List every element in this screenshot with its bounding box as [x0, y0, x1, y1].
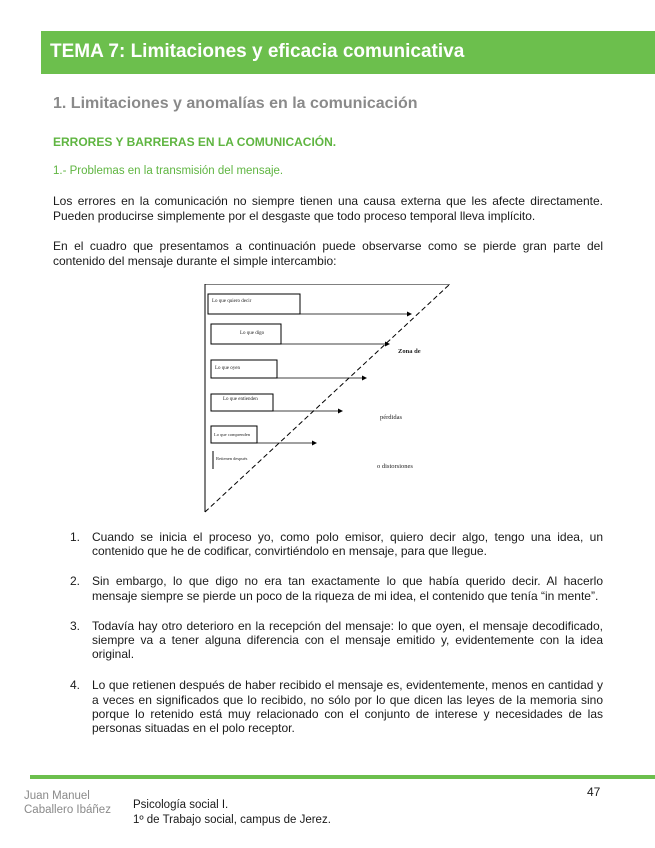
paragraph-1: Los errores en la comunicación no siempre tienen una causa externa que les afecte directamente. Pueden producirse simplemente por el desgaste que todo proceso temporal lleva implícito.: [53, 194, 603, 223]
list-item-number: 4.: [70, 678, 81, 693]
zone-label: pérdidas: [380, 414, 403, 421]
diagram-row-6: [213, 451, 248, 469]
list-item-number: 1.: [70, 530, 81, 544]
list-item-number: 2.: [70, 574, 81, 589]
diagram-box-label: Lo que digo: [240, 331, 265, 336]
zone-label: Zona de: [398, 348, 421, 355]
zone-label: o distorsiones: [377, 463, 413, 470]
footer-course: [133, 798, 331, 828]
footer-author: Juan Manuel Caballero Ibáñez: [24, 790, 111, 816]
footer-course-line: Psicología social I.: [133, 799, 229, 811]
diagram-row-5: [211, 426, 317, 446]
diagram-box-label: Lo que oyen: [215, 366, 240, 371]
diagram-row-1: [208, 294, 412, 317]
diagram-row-2: [211, 324, 390, 347]
section-title: 1. Limitaciones y anomalías en la comunicación: [53, 95, 418, 112]
list-item-text: Todavía hay otro deterioro en la recepción del mensaje: lo que oyen, el mensaje decodificado, siempre va a tener alguna diferencia con el mensaje emitido y, evidentemente con la idea original.: [92, 618, 603, 662]
chapter-title: TEMA 7: Limitaciones y eficacia comunicativa: [50, 41, 465, 62]
page-number: 47: [587, 785, 601, 799]
list-item: [70, 574, 603, 602]
footer-divider: [30, 775, 655, 779]
diagram-box-label: Lo que comprenden: [214, 432, 250, 437]
message-loss-diagram: [200, 284, 455, 514]
diagram-box-label: Retienen después: [216, 456, 248, 461]
numbered-list: [70, 530, 603, 735]
list-item-text: Sin embargo, lo que digo no era tan exactamente lo que había querido decir. Al hacerlo mensaje siempre se pierde un poco de la riqueza de mi idea, el contenido que tenía “in mente”.: [92, 574, 603, 603]
diagram-box-label: Lo que entienden: [223, 397, 258, 402]
subsection-title: ERRORES Y BARRERAS EN LA COMUNICACIÓN.: [53, 135, 337, 149]
footer-course-line: 1º de Trabajo social, campus de Jerez.: [133, 814, 331, 826]
list-item: [70, 619, 603, 662]
diagram-box-label: Lo que quiero decir: [212, 299, 252, 304]
diagram-row-3: [211, 360, 367, 381]
chapter-banner: [41, 31, 655, 74]
paragraph-2: En el cuadro que presentamos a continuación puede observarse como se pierde gran parte del contenido del mensaje durante el simple intercambio:: [53, 239, 603, 268]
list-item: [70, 678, 603, 735]
subheading: 1.- Problemas en la transmisión del mensaje.: [53, 165, 284, 177]
list-item-number: 3.: [70, 618, 81, 633]
list-item-text: Cuando se inicia el proceso yo, como polo emisor, quiero decir algo, tengo una idea, un contenido que he de codificar, convirtiéndolo en mensaje, para que llegue.: [92, 530, 603, 559]
list-item: [70, 530, 603, 558]
diagram-row-4: [211, 394, 343, 414]
list-item-text: Lo que retienen después de haber recibido el mensaje es, evidentemente, menos en cantidad y a veces en significados que lo recibido, no sólo por lo que dicen las leyes de la memoria sino porque lo retenido está muy relacionado con el conjunto de interese y necesidades de las personas situadas en el polo receptor.: [92, 678, 603, 736]
